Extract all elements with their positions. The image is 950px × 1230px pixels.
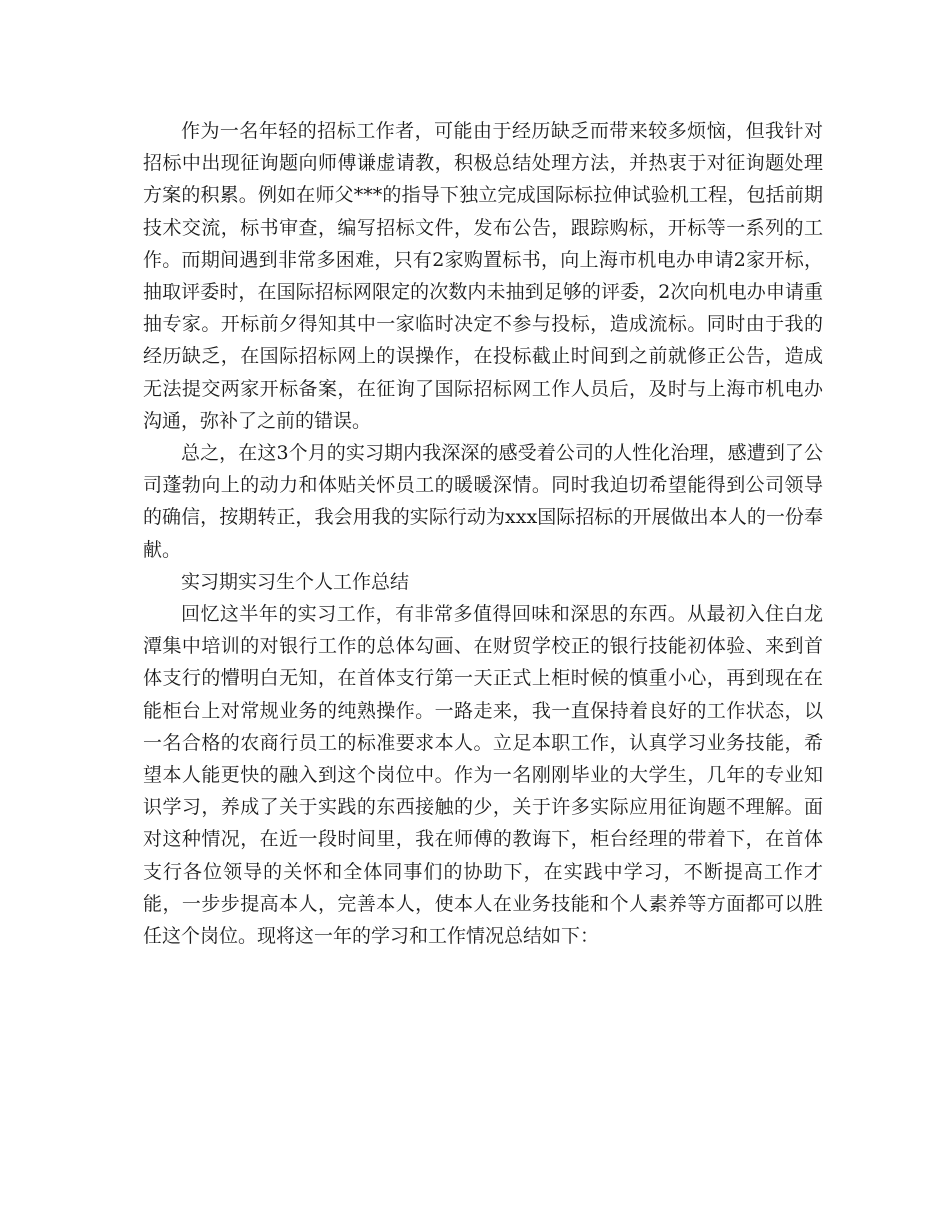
document-body — [143, 115, 823, 952]
paragraph-internship-review: 回忆这半年的实习工作，有非常多值得回味和深思的东西。从最初入住白龙潭集中培训的对银行工作的总体勾画、在财贸学校正的银行技能初体验、来到首体支行的懵明白无知，在首体支行第一天正式上柜时候的慎重小心，再到现在在能柜台上对常规业务的纯熟操作。一路走来，我一直保持着良好的工作状态，以一名合格的农商行员工的标准要求本人。立足本职工作，认真学习业务技能，希望本人能更快的融入到这个岗位中。作为一名刚刚毕业的大学生，几年的专业知识学习，养成了关于实践的东西接触的少，关于许多实际应用征询题不理解。面对这种情况，在近一段时间里，我在师傅的教诲下，柜台经理的带着下，在首体支行各位领导的关怀和全体同事们的协助下，在实践中学习，不断提高工作才能，一步步提高本人，完善本人，使本人在业务技能和个人素养等方面都可以胜任这个岗位。现将这一年的学习和工作情况总结如下： — [143, 603, 823, 948]
paragraph-bidding-experience: 作为一名年轻的招标工作者，可能由于经历缺乏而带来较多烦恼，但我针对招标中出现征询题向师傅谦虚请教，积极总结处理方法，并热衷于对征询题处理方案的积累。例如在师父***的指导下独立完成国际标拉伸试验机工程，包括前期技术交流，标书审查，编写招标文件，发布公告，跟踪购标，开标等一系列的工作。而期间遇到非常多困难，只有2家购置标书，向上海市机电办申请2家开标，抽取评委时，在国际招标网限定的次数内未抽到足够的评委，2次向机电办申请重抽专家。开标前夕得知其中一家临时决定不参与投标，造成流标。同时由于我的经历缺乏，在国际招标网上的误操作，在投标截止时间到之前就修正公告，造成无法提交两家开标备案，在征询了国际招标网工作人员后，及时与上海市机电办沟通，弥补了之前的错误。 — [143, 120, 823, 432]
section-heading: 实习期实习生个人工作总结 — [181, 570, 410, 593]
paragraph-conclusion: 总之，在这3个月的实习期内我深深的感受着公司的人性化治理，感遭到了公司蓬勃向上的动力和体贴关怀员工的暖暖深情。同时我迫切希望能得到公司领导的确信，按期转正，我会用我的实际行动为xxx国际招标的开展做出本人的一份奉献。 — [143, 442, 823, 561]
